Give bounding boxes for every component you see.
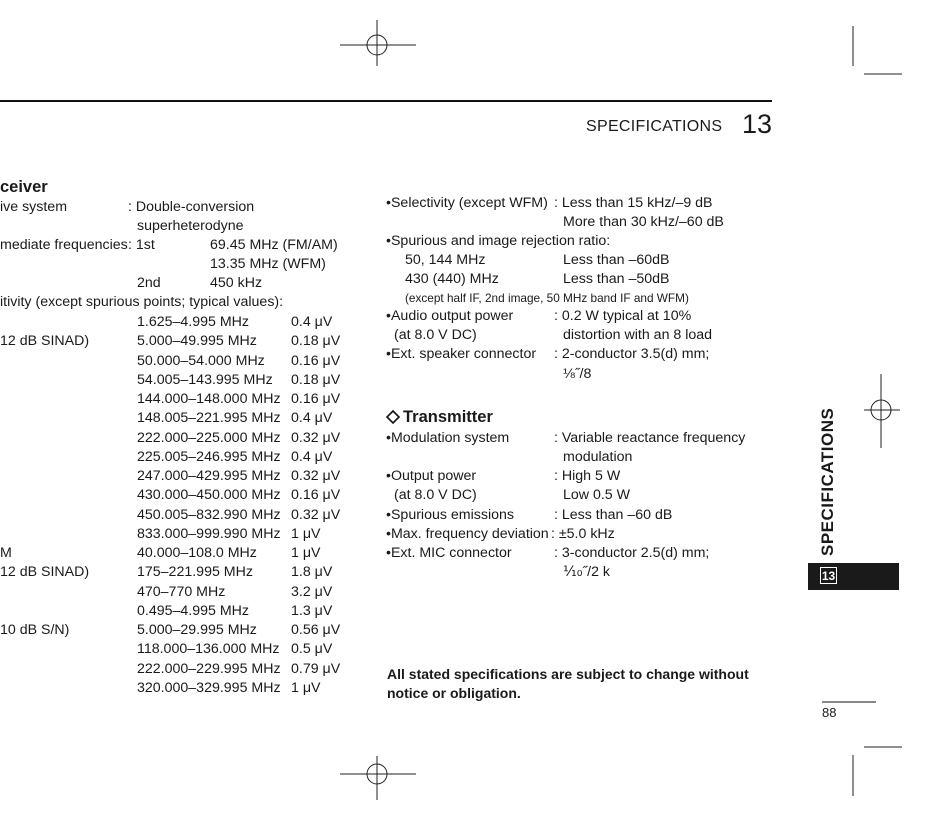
sensitivity-value: 3.2 μV — [291, 583, 333, 600]
sensitivity-label: itivity (except spurious points; typical values): — [0, 294, 284, 310]
page-number: 88 — [822, 705, 837, 720]
if-1st-value-2: 13.35 MHz (WFM) — [210, 256, 326, 272]
sensitivity-range: 1.625–4.995 MHz — [137, 314, 249, 330]
sensitivity-value: 0.16 μV — [291, 487, 341, 504]
audio-output-sub: (at 8.0 V DC) — [394, 327, 477, 343]
if-1st-value: 69.45 MHz (FM/AM) — [210, 237, 338, 253]
max-deviation-value: : ±5.0 kHz — [551, 526, 615, 542]
header-title: SPECIFICATIONS — [586, 118, 723, 135]
modulation-value-2: modulation — [563, 449, 633, 465]
side-tab-number: 13 — [821, 569, 836, 583]
sensitivity-range: 222.000–229.995 MHz — [137, 660, 281, 677]
sensitivity-value: 0.16 μV — [291, 352, 341, 369]
sensitivity-range: 175–221.995 MHz — [137, 564, 253, 581]
spurious-note: (except half IF, 2nd image, 50 MHz band IF and WFM) — [405, 291, 689, 305]
notice-line-2: notice or obligation. — [387, 685, 521, 701]
sensitivity-value: 0.4 μV — [291, 448, 333, 465]
ext-speaker-value-2: ⅛˝/8 — [563, 366, 592, 382]
ext-speaker-value-1: : 2-conductor 3.5(d) mm; — [554, 346, 710, 362]
if-1st-label: : 1st — [128, 237, 155, 253]
sensitivity-mode: 12 dB SINAD) — [0, 564, 90, 581]
crosshair-top-icon — [340, 20, 416, 66]
ext-speaker-label: •Ext. speaker connector — [386, 346, 537, 362]
diamond-outline-icon — [387, 411, 399, 423]
sensitivity-value: 0.32 μV — [291, 506, 341, 523]
sensitivity-range: 225.005–246.995 MHz — [137, 448, 281, 465]
sensitivity-value: 1.8 μV — [291, 564, 333, 581]
modulation-value-1: : Variable reactance frequency — [554, 430, 746, 446]
sensitivity-range: 833.000–999.990 MHz — [137, 525, 281, 542]
selectivity-value-1: : Less than 15 kHz/–9 dB — [554, 195, 713, 211]
sensitivity-range: 118.000–136.000 MHz — [137, 641, 280, 658]
spurious-emissions-value: : Less than –60 dB — [554, 507, 673, 523]
sensitivity-mode: M — [0, 545, 12, 561]
sensitivity-value: 0.18 μV — [291, 371, 341, 388]
sensitivity-value: 0.18 μV — [291, 333, 341, 350]
sensitivity-value: 0.32 μV — [291, 429, 341, 446]
sensitivity-range: 247.000–429.995 MHz — [137, 468, 281, 484]
sensitivity-mode: 10 dB S/N) — [0, 622, 70, 638]
receive-system-label: ive system — [0, 199, 68, 215]
audio-output-label: •Audio output power — [386, 308, 514, 324]
spurious-430-label: 430 (440) MHz — [405, 271, 499, 287]
if-2nd-label: 2nd — [137, 275, 161, 291]
spurious-430-value: Less than –50dB — [563, 271, 670, 287]
crosshair-bottom-icon — [340, 756, 416, 800]
output-power-label: •Output power — [386, 468, 477, 484]
selectivity-label: •Selectivity (except WFM) — [386, 195, 548, 211]
spurious-rejection-label: •Spurious and image rejection ratio: — [386, 233, 611, 249]
chapter-number: 13 — [742, 109, 773, 139]
ext-mic-value-2: ⅒˝/2 k — [563, 564, 611, 580]
sensitivity-range: 144.000–148.000 MHz — [137, 391, 281, 407]
if-2nd-value: 450 kHz — [210, 275, 263, 291]
ext-mic-value-1: : 3-conductor 2.5(d) mm; — [554, 545, 710, 561]
sensitivity-range: 5.000–49.995 MHz — [137, 333, 257, 350]
sensitivity-value: 1 μV — [291, 525, 321, 542]
output-power-value-2: Low 0.5 W — [563, 487, 631, 503]
if-label: mediate frequencies — [0, 237, 128, 253]
sensitivity-range: 430.000–450.000 MHz — [137, 487, 281, 504]
sensitivity-mode: 12 dB SINAD) — [0, 333, 90, 350]
output-power-value-1: : High 5 W — [554, 468, 621, 484]
sensitivity-value: 0.32 μV — [291, 468, 341, 484]
side-tab-label: SPECIFICATIONS — [818, 407, 837, 556]
sensitivity-range: 470–770 MHz — [137, 583, 226, 600]
spurious-50-144-value: Less than –60dB — [563, 252, 670, 268]
sensitivity-range: 54.005–143.995 MHz — [137, 371, 273, 388]
notice-line-1: All stated specifications are subject to change without — [387, 666, 749, 682]
modulation-label: •Modulation system — [386, 430, 510, 446]
sensitivity-value: 0.4 μV — [291, 314, 333, 330]
spurious-50-144-label: 50, 144 MHz — [405, 252, 486, 268]
sensitivity-value: 0.56 μV — [291, 622, 341, 638]
sensitivity-range: 5.000–29.995 MHz — [137, 622, 257, 638]
receive-system-value: : Double-conversion — [128, 199, 255, 215]
sensitivity-range: 50.000–54.000 MHz — [137, 352, 265, 369]
sensitivity-value: 0.4 μV — [291, 410, 333, 427]
sensitivity-range: 148.005–221.995 MHz — [137, 410, 281, 427]
receiver-heading: ceiver — [0, 178, 48, 196]
sensitivity-value: 0.79 μV — [291, 660, 341, 677]
transmitter-heading: Transmitter — [403, 408, 493, 426]
sensitivity-value: 0.16 μV — [291, 391, 341, 407]
sensitivity-value: 1.3 μV — [291, 602, 333, 619]
spurious-emissions-label: •Spurious emissions — [386, 507, 514, 523]
sensitivity-value: 1 μV — [291, 679, 321, 696]
audio-output-value-2: distortion with an 8 load — [563, 327, 713, 343]
output-power-sub: (at 8.0 V DC) — [394, 487, 477, 503]
sensitivity-value: 0.5 μV — [291, 641, 333, 658]
sensitivity-value: 1 μV — [291, 545, 321, 561]
ext-mic-label: •Ext. MIC connector — [386, 545, 512, 561]
audio-output-value-1: : 0.2 W typical at 10% — [554, 308, 692, 324]
sensitivity-range: 320.000–329.995 MHz — [137, 679, 281, 696]
side-tab — [808, 563, 899, 590]
crop-marks — [853, 26, 902, 796]
crosshair-right-icon — [864, 374, 900, 448]
receive-system-value-2: superheterodyne — [137, 218, 244, 234]
sensitivity-range: 0.495–4.995 MHz — [137, 602, 249, 619]
sensitivity-range: 222.000–225.000 MHz — [137, 429, 281, 446]
sensitivity-range: 40.000–108.0 MHz — [137, 545, 257, 561]
max-deviation-label: •Max. frequency deviation — [386, 526, 549, 542]
sensitivity-range: 450.005–832.990 MHz — [137, 506, 281, 523]
selectivity-value-2: More than 30 kHz/–60 dB — [563, 214, 724, 230]
